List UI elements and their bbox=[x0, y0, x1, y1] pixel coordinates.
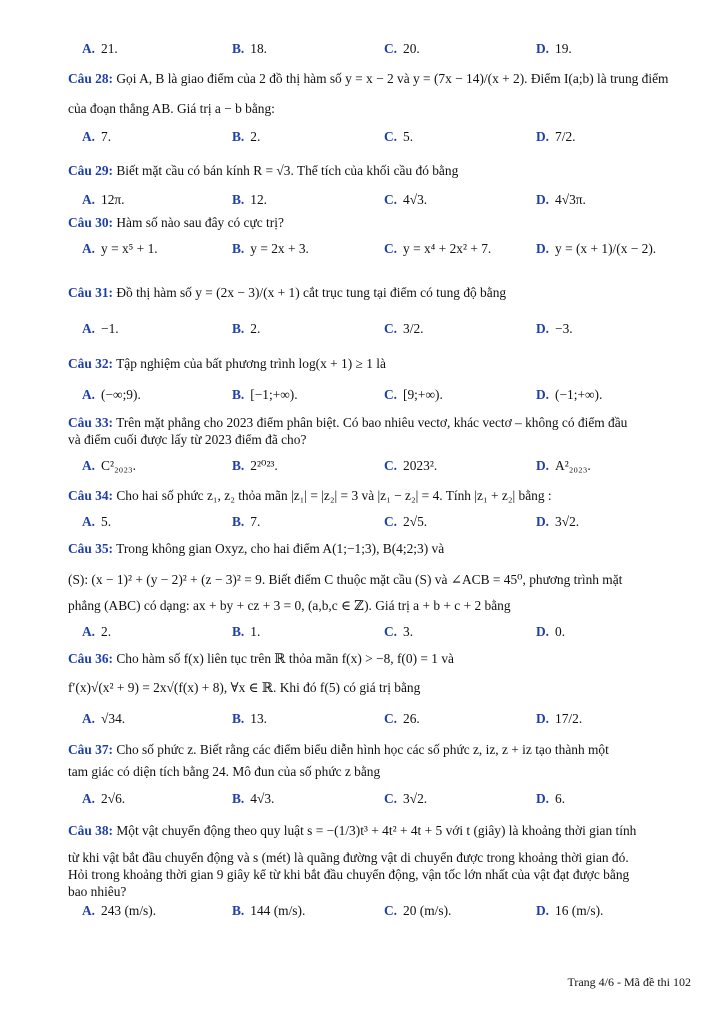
q34-option-d: D. 3√2. bbox=[536, 514, 580, 529]
q28-line1: Câu 28: Gọi A, B là giao điểm của 2 đồ thị hàm số y = x − 2 và y = (7x − 14)/(x + 2). Điểm I(a;b) là trung điểm bbox=[68, 71, 669, 86]
q27-option-c: C. 20. bbox=[384, 41, 420, 56]
q33-options bbox=[0, 457, 725, 475]
q29-options bbox=[0, 191, 725, 209]
q31-option-b: B. 2. bbox=[232, 321, 261, 336]
q36-option-d: D. 17/2. bbox=[536, 711, 583, 726]
q31-question: Câu 31: Đồ thị hàm số y = (2x − 3)/(x + 1) cắt trục tung tại điểm có tung độ bằng bbox=[68, 285, 507, 300]
q37-line2: tam giác có diện tích bằng 24. Mô đun của số phức z bằng bbox=[68, 764, 381, 779]
q34-question: Câu 34: Cho hai số phức z₁, z₂ thỏa mãn |z₁| = |z₂| = 3 và |z₁ − z₂| = 4. Tính |z₁ + z₂| bằng : bbox=[68, 488, 552, 503]
q30-option-d: D. y = (x + 1)/(x − 2). bbox=[536, 241, 657, 256]
q38-option-a: A. 243 (m/s). bbox=[82, 903, 157, 918]
q36-line2: f′(x)√(x² + 9) = 2x√(f(x) + 8), ∀x ∈ ℝ. Khi đó f(5) có giá trị bằng bbox=[68, 680, 421, 695]
q37-option-a: A. 2√6. bbox=[82, 791, 126, 806]
q37-line1: Câu 37: Cho số phức z. Biết rằng các điểm biểu diễn hình học các số phức z, iz, z + iz tạo thành một bbox=[68, 742, 609, 757]
q36-options bbox=[0, 710, 725, 728]
q35-option-b: B. 1. bbox=[232, 624, 261, 639]
q38-options bbox=[0, 902, 725, 920]
q32-question: Câu 32: Tập nghiệm của bất phương trình log(x + 1) ≥ 1 là bbox=[68, 356, 386, 371]
q33-line1: Câu 33: Trên mặt phẳng cho 2023 điểm phân biệt. Có bao nhiêu vectơ, khác vectơ – không có điểm đầu bbox=[68, 415, 628, 430]
q28-options bbox=[0, 128, 725, 146]
q34-option-a: A. 5. bbox=[82, 514, 112, 529]
q31-option-a: A. −1. bbox=[82, 321, 119, 336]
q27-option-d: D. 19. bbox=[536, 41, 572, 56]
q30-question: Câu 30: Hàm số nào sau đây có cực trị? bbox=[68, 215, 284, 230]
q29-option-c: C. 4√3. bbox=[384, 192, 428, 207]
q35-line3: phẳng (ABC) có dạng: ax + by + cz + 3 = 0, (a,b,c ∈ ℤ). Giá trị a + b + c + 2 bằng bbox=[68, 598, 511, 613]
q38-option-c: C. 20 (m/s). bbox=[384, 903, 452, 918]
q33-option-d: D. A²₂₀₂₃. bbox=[536, 458, 591, 473]
q35-line1: Câu 35: Trong không gian Oxyz, cho hai điểm A(1;−1;3), B(4;2;3) và bbox=[68, 541, 445, 556]
q37-options bbox=[0, 790, 725, 808]
q30-option-a: A. y = x⁵ + 1. bbox=[82, 241, 158, 256]
q32-option-d: D. (−1;+∞). bbox=[536, 387, 603, 402]
q32-option-a: A. (−∞;9). bbox=[82, 387, 141, 402]
q27-options bbox=[0, 40, 725, 58]
q36-option-c: C. 26. bbox=[384, 711, 420, 726]
q38-line2: từ khi vật bắt đầu chuyển động và s (mét) là quãng đường vật di chuyển được trong khoảng thời gian đó. bbox=[68, 850, 629, 865]
q37-option-d: D. 6. bbox=[536, 791, 566, 806]
q29-question: Câu 29: Biết mặt cầu có bán kính R = √3. Thể tích của khối cầu đó bằng bbox=[68, 163, 459, 178]
q31-option-d: D. −3. bbox=[536, 321, 573, 336]
q35-option-d: D. 0. bbox=[536, 624, 566, 639]
q30-option-c: C. y = x⁴ + 2x² + 7. bbox=[384, 241, 492, 256]
q38-option-d: D. 16 (m/s). bbox=[536, 903, 604, 918]
q27-option-b: B. 18. bbox=[232, 41, 268, 56]
q29-option-d: D. 4√3π. bbox=[536, 192, 586, 207]
q31-options bbox=[0, 320, 725, 338]
q38-line3: Hỏi trong khoảng thời gian 9 giây kể từ khi bắt đầu chuyển động, vận tốc lớn nhất của vật đạt được bằng bbox=[68, 867, 630, 882]
q30-options bbox=[0, 240, 725, 258]
q33-option-b: B. 2²⁰²³. bbox=[232, 458, 278, 473]
q32-options bbox=[0, 386, 725, 404]
q32-option-c: C. [9;+∞). bbox=[384, 387, 443, 402]
q35-option-c: C. 3. bbox=[384, 624, 414, 639]
q33-option-a: A. C²₂₀₂₃. bbox=[82, 458, 136, 473]
q29-option-a: A. 12π. bbox=[82, 192, 125, 207]
q38-line1: Câu 38: Một vật chuyển động theo quy luật s = −(1/3)t³ + 4t² + 4t + 5 với t (giây) là khoảng thời gian tính bbox=[68, 823, 637, 838]
q28-option-a: A. 7. bbox=[82, 129, 112, 144]
q28-option-b: B. 2. bbox=[232, 129, 261, 144]
q36-option-b: B. 13. bbox=[232, 711, 268, 726]
q38-option-b: B. 144 (m/s). bbox=[232, 903, 306, 918]
q34-options bbox=[0, 513, 725, 531]
q29-option-b: B. 12. bbox=[232, 192, 268, 207]
q33-line2: và điểm cuối được lấy từ 2023 điểm đã cho? bbox=[68, 432, 307, 447]
q37-option-b: B. 4√3. bbox=[232, 791, 275, 806]
page-footer: Trang 4/6 - Mã đề thi 102 bbox=[567, 975, 691, 989]
q28-line2: của đoạn thẳng AB. Giá trị a − b bằng: bbox=[68, 101, 275, 116]
q30-option-b: B. y = 2x + 3. bbox=[232, 241, 309, 256]
q33-option-c: C. 2023². bbox=[384, 458, 438, 473]
q35-line2: (S): (x − 1)² + (y − 2)² + (z − 3)² = 9. Biết điểm C thuộc mặt cầu (S) và ∠ACB = 45⁰, phương trình mặt bbox=[68, 572, 623, 587]
q31-option-c: C. 3/2. bbox=[384, 321, 424, 336]
q27-option-a: A. 21. bbox=[82, 41, 118, 56]
q34-option-b: B. 7. bbox=[232, 514, 261, 529]
q37-option-c: C. 3√2. bbox=[384, 791, 428, 806]
q28-option-d: D. 7/2. bbox=[536, 129, 576, 144]
q28-option-c: C. 5. bbox=[384, 129, 414, 144]
q34-option-c: C. 2√5. bbox=[384, 514, 428, 529]
q38-line4: bao nhiêu? bbox=[68, 884, 127, 899]
q36-option-a: A. √34. bbox=[82, 711, 126, 726]
q36-line1: Câu 36: Cho hàm số f(x) liên tục trên ℝ thỏa mãn f(x) > −8, f(0) = 1 và bbox=[68, 651, 454, 666]
q32-option-b: B. [−1;+∞). bbox=[232, 387, 298, 402]
q35-option-a: A. 2. bbox=[82, 624, 112, 639]
q35-options bbox=[0, 623, 725, 641]
